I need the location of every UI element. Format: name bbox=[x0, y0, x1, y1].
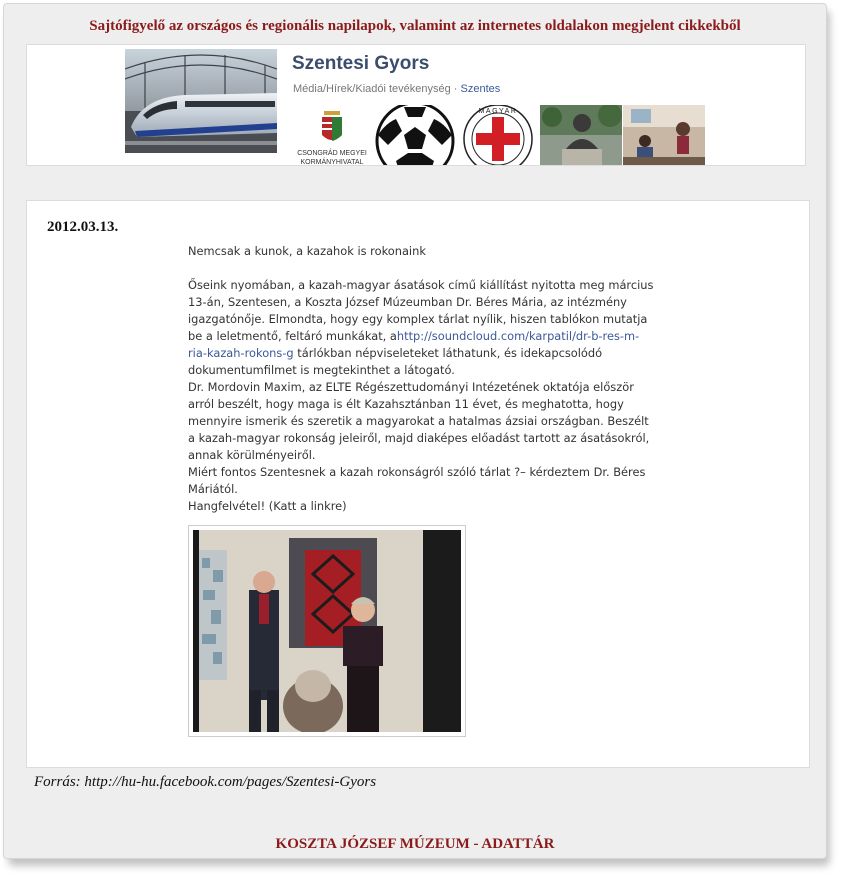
facebook-page-header bbox=[26, 44, 806, 166]
thumb-red-cross[interactable] bbox=[457, 105, 539, 166]
paragraph-1-continued: tárlókban népviseleteket láthatunk, és idekapcsolódó dokumentumfilmet is megtekinthet a látogató. bbox=[188, 346, 603, 377]
thumb-football[interactable] bbox=[374, 105, 456, 166]
article-paragraph-3: Miért fontos Szentesnek a kazah rokonságról szóló tárlat ?– kérdeztem Dr. Béres Máriától. bbox=[188, 465, 646, 496]
location-link[interactable]: Szentes bbox=[460, 83, 501, 95]
article-paragraph-4: Hangfelvétel! (Katt a linkre) bbox=[188, 499, 347, 513]
thumb-kormanyhivatal[interactable] bbox=[291, 105, 373, 166]
clipping-page bbox=[3, 3, 827, 859]
exhibition-photo-icon bbox=[193, 530, 461, 732]
article-date: 2012.03.13. bbox=[47, 219, 119, 235]
coat-of-arms-icon bbox=[291, 105, 373, 166]
exhibition-photo-frame[interactable] bbox=[188, 525, 466, 737]
classroom-photo-icon bbox=[623, 105, 705, 166]
page-title: Sajtófigyelő az országos és regionális napilapok, valamint az internetes oldalakon megjelent cikkekből bbox=[89, 18, 741, 34]
soundcloud-link[interactable]: http://soundcloud.com/karpatil/dr-b-res-m-ria-kazah-rokons-g bbox=[188, 329, 640, 360]
article-title: Nemcsak a kunok, a kazahok is rokonaink bbox=[188, 244, 426, 258]
bust-statue-icon bbox=[540, 105, 622, 166]
thumb-classroom[interactable] bbox=[623, 105, 705, 166]
article-card bbox=[26, 200, 810, 768]
page-category bbox=[293, 83, 500, 95]
red-cross-icon bbox=[457, 105, 539, 166]
category-separator: · bbox=[450, 83, 461, 95]
thumb-statue[interactable] bbox=[540, 105, 622, 166]
footer-title: KOSZTA JÓZSEF MÚZEUM - ADATTÁR bbox=[275, 836, 555, 852]
train-photo-icon bbox=[125, 49, 277, 153]
football-icon bbox=[374, 105, 456, 166]
photo-strip bbox=[291, 105, 706, 166]
thumb-caption-1: CSONGRÁD MEGYEI bbox=[297, 150, 367, 157]
red-cross-ring-text: MAGYAR bbox=[478, 108, 518, 115]
exhibition-photo bbox=[193, 530, 461, 732]
article-paragraph-2: Dr. Mordovin Maxim, az ELTE Régészettudományi Intézetének oktatója először arról beszélt, hogy maga is élt Kazahsztánban 11 évet, és meghatotta, hogy mennyire ismerik és szeretik a magyarokat a hatalmas ázsiai országban. Beszélt a kazah-magyar rokonság jeleiről, majd diaképes előadást tartott az ásatásokról, annak körülményeiről. bbox=[188, 380, 650, 462]
article-paragraph-1 bbox=[188, 277, 658, 379]
facebook-page-name[interactable]: Szentesi Gyors bbox=[292, 53, 430, 74]
paragraph-1-text: Őseink nyomában, a kazah-magyar ásatások című kiállítást nyitotta meg március 13-án, Szentesen, a Koszta József Múzeumban Dr. Béres Mária, az intézmény igazgatónője. Elmondta, hogy egy komplex tárlat nyílik, hiszen tablókon mutatja be a leletmentő, feltáró munkákat, a bbox=[188, 278, 654, 343]
train-cover-photo[interactable] bbox=[125, 49, 277, 153]
article-body bbox=[188, 243, 658, 515]
category-text: Média/Hírek/Kiadói tevékenység bbox=[293, 83, 451, 95]
thumb-caption-2: KORMÁNYHIVATAL bbox=[300, 159, 364, 166]
source-note: Forrás: http://hu-hu.facebook.com/pages/Szentesi-Gyors bbox=[34, 774, 377, 790]
